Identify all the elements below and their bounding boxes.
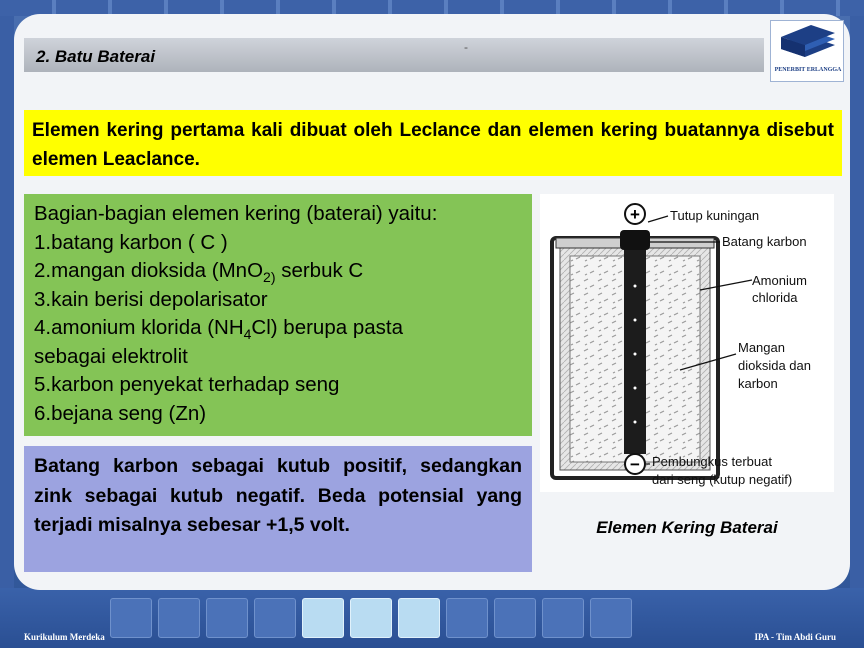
parts-item-6: 6.bejana seng (Zn) xyxy=(34,401,207,425)
title-mark: - xyxy=(464,40,468,54)
plus-symbol: + xyxy=(630,205,640,224)
intro-box: Elemen kering pertama kali dibuat oleh Leclance dan elemen kering buatannya disebut elemen Leaclance. xyxy=(24,110,842,176)
battery-diagram xyxy=(540,194,834,492)
parts-item-3: 3.kain berisi depolarisator xyxy=(34,287,268,311)
label-casing-2: dari seng (kutup negatif) xyxy=(652,472,793,487)
minus-symbol: − xyxy=(630,455,640,474)
parts-item-2: 2.mangan dioksida (MnO$_{2)}$ serbuk C xyxy=(34,259,364,285)
slide-title: 2. Batu Baterai xyxy=(24,38,764,72)
brass-cap xyxy=(620,230,650,250)
parts-item-4: 4.amonium klorida $(NH_4Cl)$ berupa pasta xyxy=(34,316,403,342)
label-rod: Batang karbon xyxy=(722,234,807,249)
label-mangan-3: karbon xyxy=(738,376,778,391)
footer-curriculum: Kurikulum Merdeka xyxy=(24,632,105,642)
label-mangan-1: Mangan xyxy=(738,340,785,355)
decorative-frame-left xyxy=(0,16,14,588)
label-amonium-2: chlorida xyxy=(752,290,798,305)
figure-caption: Elemen Kering Baterai xyxy=(596,518,778,537)
label-amonium-1: Amonium xyxy=(752,273,807,288)
parts-heading: Bagian-bagian elemen kering (baterai) yaitu: xyxy=(34,202,438,225)
label-mangan-2: dioksida dan xyxy=(738,358,811,373)
decorative-frame-right xyxy=(850,16,864,588)
book-stack-icon xyxy=(771,21,845,67)
parts-list xyxy=(24,194,532,436)
decorative-tiles xyxy=(0,598,864,640)
footer-author: IPA - Tim Abdi Guru xyxy=(754,632,836,642)
logo-text: PENERBIT ERLANGGA xyxy=(774,67,842,73)
parts-item-4-continued: sebagai elektrolit xyxy=(34,344,188,368)
note-box: Batang karbon sebagai kutub positif, sedangkan zink sebagai kutub negatif. Beda potensial yang terjadi misalnya sebesar +1,5 volt. xyxy=(24,446,532,572)
label-cap: Tutup kuningan xyxy=(670,208,760,223)
parts-item-1: 1.batang karbon ( C ) xyxy=(34,230,228,254)
label-casing-1: Pembungkus terbuat xyxy=(652,454,772,469)
publisher-logo xyxy=(770,20,844,82)
parts-item-5: 5.karbon penyekat terhadap seng xyxy=(34,373,340,396)
